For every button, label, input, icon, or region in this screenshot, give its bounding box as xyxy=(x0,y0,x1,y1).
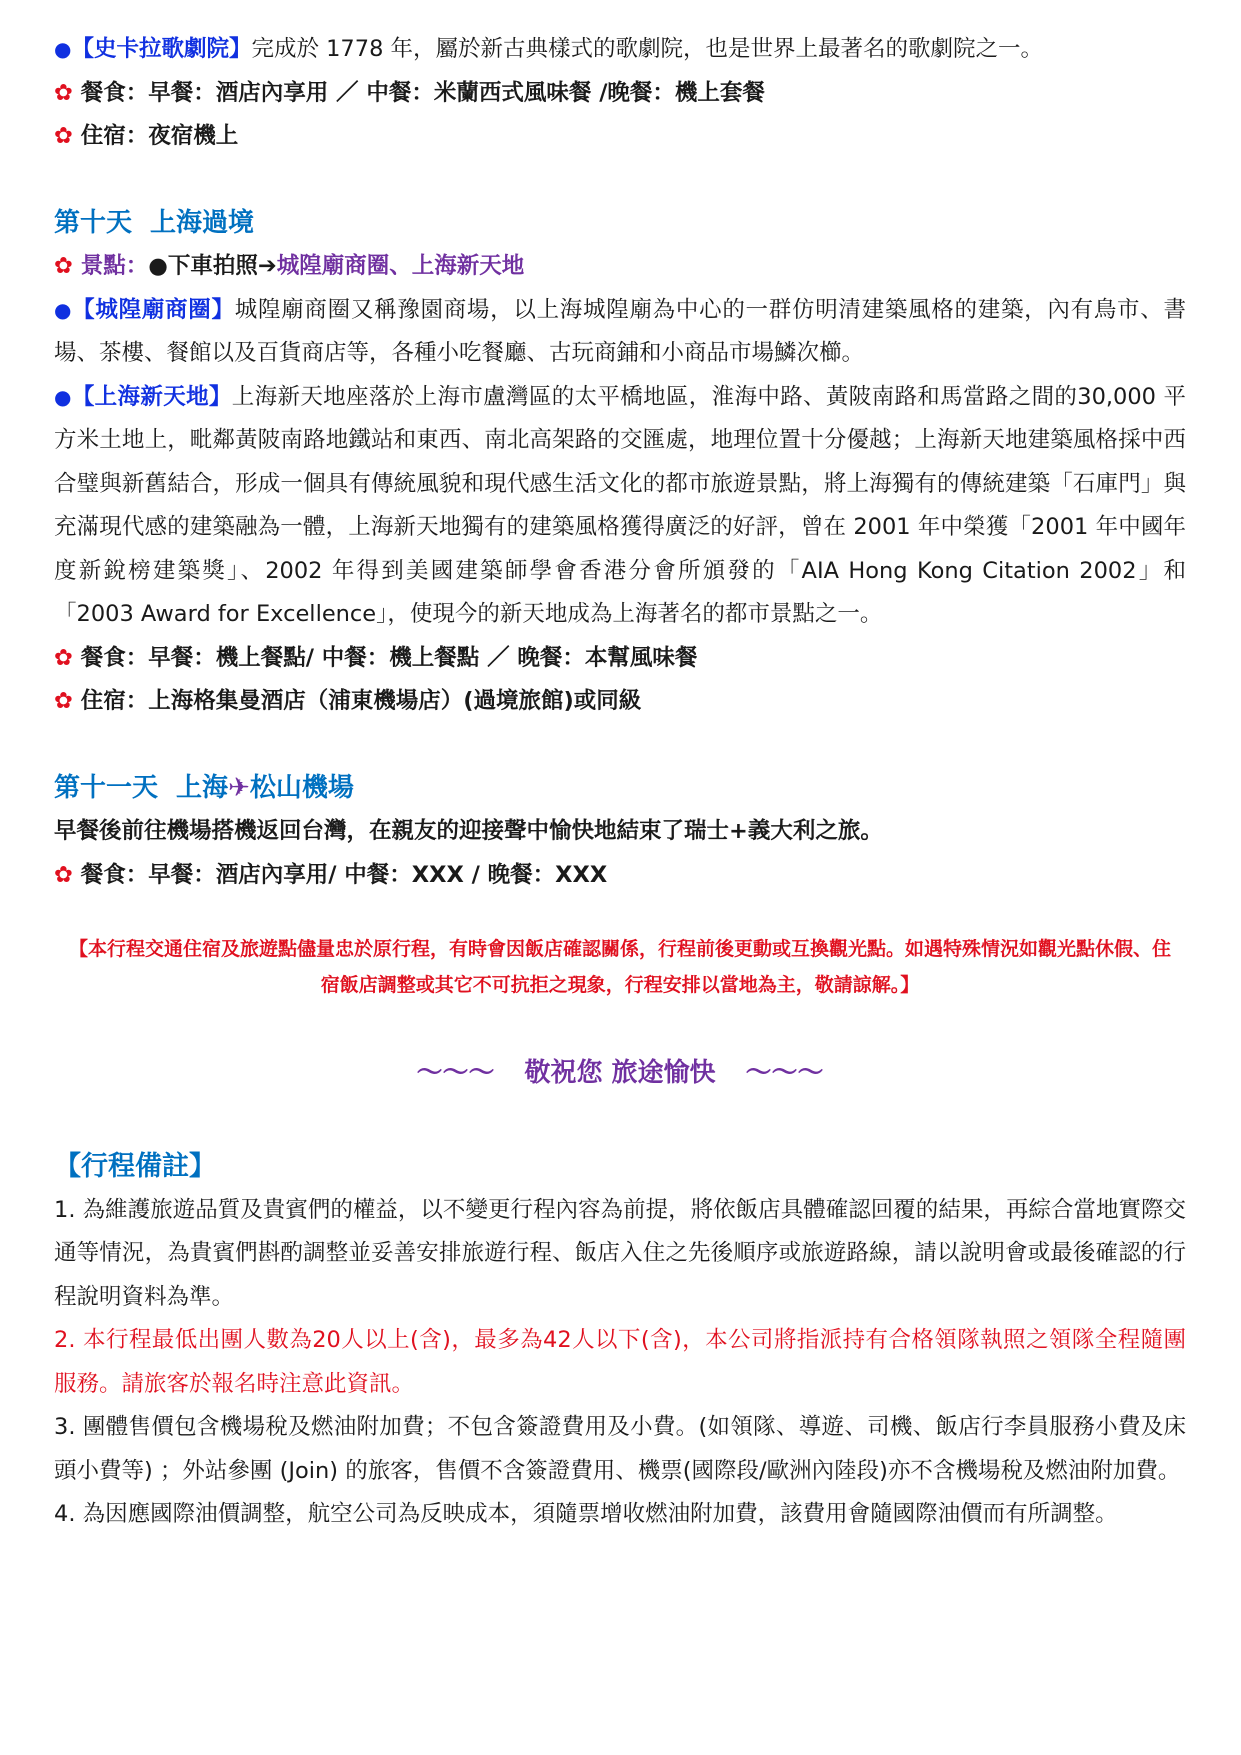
day9-hotel-text: 住宿：夜宿機上 xyxy=(80,123,239,149)
day9-hotel xyxy=(54,115,1186,159)
day11-meals xyxy=(54,854,1186,898)
day11-title xyxy=(54,767,1186,811)
itinerary-page xyxy=(54,28,1186,1537)
airplane-icon: ✈ xyxy=(228,772,250,803)
opera-house-line xyxy=(54,28,1186,72)
flower-icon: ✿ xyxy=(54,79,73,106)
sights-list: 城隍廟商圈、上海新天地 xyxy=(276,253,525,279)
day11-meals-text: 餐食：早餐：酒店內享用/ 中餐：XXX / 晚餐：XXX xyxy=(80,861,608,888)
xintiandi-desc: 上海新天地座落於上海市盧灣區的太平橋地區，淮海中路、黃陂南路和馬當路之間的30,000 平方米土地上，毗鄰黃陂南路地鐵站和東西、南北高架路的交匯處，地理位置十分優越；上海新天地建築風格採中西合璧與新舊結合，形成一個具有傳統風貌和現代感生活文化的都市旅遊景點，將上海獨有的傳統建築「石庫門」與充滿現代感的建築融為一體，上海新天地獨有的建築風格獲得廣泛的好評，曾在 2001 年中榮獲「2001 年中國年度新銳榜建築獎」、2002 年得到美國建築師學會香港分會所頒發的「AIA Hong Kong Citation 2002」和「2003 Award for Excellence」，使現今的新天地成為上海著名的都市景點之一。 xyxy=(54,383,1186,627)
arrow-right-icon: ➔ xyxy=(257,253,277,279)
day9-meals xyxy=(54,72,1186,116)
tilde-right: ～～～ xyxy=(745,1058,824,1088)
day10-title-place: 上海過境 xyxy=(150,207,255,238)
remark-item-3: 3. 團體售價包含機場稅及燃油附加費；不包含簽證費用及小費。(如領隊、導遊、司機、飯店行李員服務小費及床頭小費等) ；外站參團 (Join) 的旅客，售價不含簽證費用、機票(國際段/歐洲內陸段)亦不含機場稅及燃油附加費。 xyxy=(54,1414,1186,1484)
remark-item-4: 4. 為因應國際油價調整，航空公司為反映成本，須隨票增收燃油附加費，該費用會隨國際油價而有所調整。 xyxy=(54,1501,1118,1527)
itinerary-notice: 【本行程交通住宿及旅遊點儘量忠於原行程，有時會因飯店確認關係，行程前後更動或互換觀光點。如遇特殊情況如觀光點休假、住宿飯店調整或其它不可抗拒之現象，行程安排以當地為主，敬請諒解。】 xyxy=(68,938,1171,996)
flower-icon: ✿ xyxy=(54,123,73,149)
day10-title xyxy=(54,202,1186,246)
xintiandi-name: 【上海新天地】 xyxy=(71,383,232,410)
flower-icon: ✿ xyxy=(54,861,73,888)
wish-text: 敬祝您 旅途愉快 xyxy=(524,1058,716,1088)
day10-hotel xyxy=(54,680,1186,724)
sights-label: 景點： xyxy=(80,253,149,279)
flower-icon: ✿ xyxy=(54,253,73,279)
bullet-dot-icon: ● xyxy=(54,297,73,322)
flower-icon: ✿ xyxy=(54,644,73,671)
day10-meals xyxy=(54,637,1186,681)
day10-hotel-text: 住宿：上海格集曼酒店（浦東機場店）(過境旅館)或同級 xyxy=(80,688,642,714)
day10-meals-text: 餐食：早餐：機上餐點/ 中餐：機上餐點 ／ 晚餐：本幫風味餐 xyxy=(80,644,698,671)
flower-icon: ✿ xyxy=(54,688,73,714)
opera-house-desc: 完成於 1778 年，屬於新古典樣式的歌劇院，也是世界上最著名的歌劇院之一。 xyxy=(251,36,1044,62)
bullet-dot-icon: ● xyxy=(54,37,72,61)
temple-paragraph xyxy=(54,289,1186,376)
opera-house-name: 【史卡拉歌劇院】 xyxy=(71,36,252,62)
temple-name: 【城隍廟商圈】 xyxy=(72,296,235,323)
sights-mode: ●下車拍照 xyxy=(148,253,258,279)
remarks-title: 【行程備註】 xyxy=(54,1151,216,1182)
day11-title-to: 松山機場 xyxy=(249,772,354,803)
xintiandi-paragraph xyxy=(54,376,1186,637)
day11-title-from: 上海 xyxy=(176,772,229,803)
tilde-left: ～～～ xyxy=(416,1058,495,1088)
bullet-dot-icon: ● xyxy=(54,384,72,409)
temple-desc: 城隍廟商圈又稱豫園商場，以上海城隍廟為中心的一群仿明清建築風格的建築，內有鳥市、書場、茶樓、餐館以及百貨商店等，各種小吃餐廳、古玩商鋪和小商品市場鱗次櫛。 xyxy=(54,296,1186,366)
remark-item-2: 2. 本行程最低出團人數為20人以上(含)，最多為42人以下(含)，本公司將指派持有合格領隊執照之領隊全程隨團服務。請旅客於報名時注意此資訊。 xyxy=(54,1327,1186,1397)
remark-item-1: 1. 為維護旅遊品質及貴賓們的權益，以不變更行程內容為前提，將依飯店具體確認回覆的結果，再綜合當地實際交通等情況，為貴賓們斟酌調整並妥善安排旅遊行程、飯店入住之先後順序或旅遊路線，請以說明會或最後確認的行程說明資料為準。 xyxy=(54,1196,1186,1310)
day11-desc: 早餐後前往機場搭機返回台灣，在親友的迎接聲中愉快地結束了瑞士+義大利之旅。 xyxy=(54,818,883,844)
farewell-wish xyxy=(54,1053,1186,1093)
day11-title-day: 第十一天 xyxy=(54,772,159,803)
day9-meals-text: 餐食：早餐：酒店內享用 ／ 中餐：米蘭西式風味餐 /晚餐：機上套餐 xyxy=(80,79,765,106)
day10-title-day: 第十天 xyxy=(54,207,133,238)
day10-sights xyxy=(54,245,1186,289)
